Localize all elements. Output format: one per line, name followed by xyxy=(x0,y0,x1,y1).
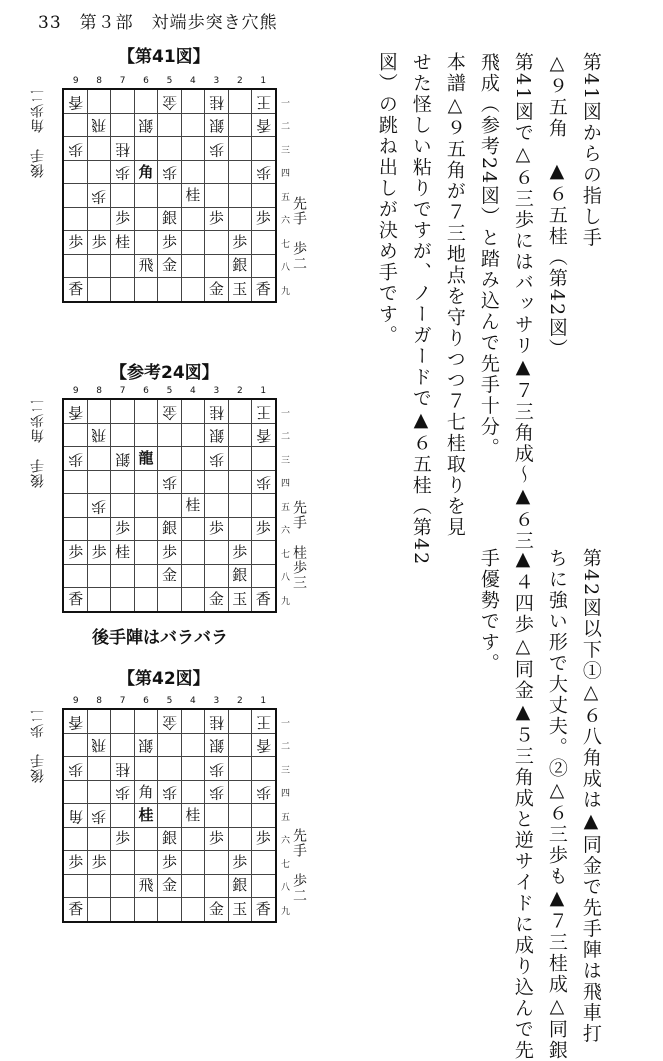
part-label: 第３部 xyxy=(79,13,134,33)
shogi-piece: 金 xyxy=(161,256,177,275)
text-col-6: せた怪しい粘りですが、ノーガードで▲６五桂（第42 xyxy=(409,52,432,567)
shogi-piece: 香 xyxy=(68,93,84,112)
shogi-piece: 歩 xyxy=(68,232,84,251)
shogi-piece: 歩 xyxy=(68,852,84,871)
rank-label: 八 xyxy=(281,263,291,274)
shogi-piece: 銀 xyxy=(208,736,224,755)
shogi-piece: 歩 xyxy=(208,829,224,848)
rank-label: 二 xyxy=(281,122,291,133)
shogi-piece: 玉 xyxy=(232,899,248,918)
grid-line xyxy=(110,400,111,611)
file-label: 1 xyxy=(260,76,267,86)
shogi-piece: 歩 xyxy=(208,450,224,469)
chapter-title: 対端歩突き穴熊 xyxy=(151,13,278,33)
grid-line xyxy=(110,710,111,921)
shogi-piece: 歩 xyxy=(161,473,177,492)
shogi-piece: 歩 xyxy=(68,542,84,561)
file-label: 9 xyxy=(72,696,79,706)
rank-label: 五 xyxy=(281,502,291,513)
file-label: 1 xyxy=(260,386,267,396)
shogi-piece: 歩 xyxy=(91,852,107,871)
shogi-piece: 香 xyxy=(255,589,271,608)
shogi-piece: 歩 xyxy=(91,232,107,251)
shogi-piece: 歩 xyxy=(161,163,177,182)
grid-line xyxy=(64,756,275,757)
shogi-piece: 桂 xyxy=(115,542,131,561)
file-label: 5 xyxy=(166,76,173,86)
rank-label: 三 xyxy=(281,145,291,156)
rank-label: 三 xyxy=(281,765,291,776)
shogi-piece: 銀 xyxy=(138,736,154,755)
rank-label: 七 xyxy=(281,859,291,870)
shogi-piece: 銀 xyxy=(161,519,177,538)
rank-label: 五 xyxy=(281,192,291,203)
shogi-piece: 金 xyxy=(208,279,224,298)
file-label: 5 xyxy=(166,696,173,706)
file-label: 8 xyxy=(96,76,102,86)
shogi-piece: 歩 xyxy=(255,209,271,228)
shogi-piece: 角 xyxy=(138,162,154,181)
shogi-piece: 歩 xyxy=(208,760,224,779)
rank-label: 一 xyxy=(281,719,291,729)
file-label: 5 xyxy=(166,386,173,396)
file-label: 2 xyxy=(236,76,243,86)
text-col-10: ▲４四歩△同金▲５三角成と逆サイドに成り込んで先 xyxy=(511,548,534,1061)
shogi-piece: 桂 xyxy=(185,185,201,204)
text-col-9: ちに強い形で大丈夫。②△６三歩も▲７三桂成△同銀 xyxy=(545,548,568,1061)
shogi-piece: 飛 xyxy=(91,736,107,755)
file-label: 3 xyxy=(213,696,220,706)
shogi-piece: 桂 xyxy=(185,805,201,824)
shogi-piece: 玉 xyxy=(232,589,248,608)
page-header xyxy=(38,8,278,33)
shogi-piece: 歩 xyxy=(255,473,271,492)
shogi-piece: 王 xyxy=(255,93,271,112)
shogi-piece: 歩 xyxy=(161,542,177,561)
rank-label: 八 xyxy=(281,883,291,894)
file-label: 4 xyxy=(190,386,196,396)
fig42-board xyxy=(62,696,291,923)
shogi-piece: 銀 xyxy=(161,209,177,228)
ref24-board xyxy=(62,386,291,613)
file-label: 4 xyxy=(190,696,196,706)
shogi-piece: 銀 xyxy=(138,116,154,135)
shogi-piece: 歩 xyxy=(115,163,131,182)
text-col-11: 手優勢です。 xyxy=(477,548,500,674)
grid-line xyxy=(64,446,275,447)
shogi-piece: 香 xyxy=(68,713,84,732)
page-number: 33 xyxy=(38,13,62,33)
shogi-piece: 歩 xyxy=(232,542,248,561)
file-label: 4 xyxy=(190,76,196,86)
shogi-piece: 桂 xyxy=(185,495,201,514)
rank-label: 七 xyxy=(281,549,291,560)
shogi-piece: 歩 xyxy=(208,783,224,802)
file-label: 3 xyxy=(213,76,220,86)
shogi-piece: 金 xyxy=(208,589,224,608)
ref24-caption: 後手陣はバラバラ xyxy=(92,628,228,648)
shogi-piece: 桂 xyxy=(208,403,224,422)
shogi-piece: 歩 xyxy=(255,519,271,538)
shogi-piece: 桂 xyxy=(115,232,131,251)
shogi-piece: 歩 xyxy=(68,140,84,159)
file-label: 2 xyxy=(236,386,243,396)
file-label: 6 xyxy=(143,76,149,86)
shogi-piece: 香 xyxy=(255,426,271,445)
text-col-4: 飛成（参考24図）と踏み込んで先手十分。 xyxy=(477,52,500,459)
file-label: 8 xyxy=(96,696,102,706)
file-label: 8 xyxy=(96,386,102,396)
shogi-piece: 飛 xyxy=(91,426,107,445)
shogi-piece: 香 xyxy=(68,403,84,422)
shogi-piece: 香 xyxy=(68,279,84,298)
file-label: 7 xyxy=(119,386,126,396)
rank-label: 九 xyxy=(281,286,291,297)
rank-label: 八 xyxy=(281,573,291,584)
shogi-piece: 銀 xyxy=(232,566,248,585)
rank-label: 四 xyxy=(281,479,291,490)
rank-label: 六 xyxy=(281,216,291,227)
shogi-piece: 歩 xyxy=(255,783,271,802)
file-label: 6 xyxy=(143,386,149,396)
grid-line xyxy=(64,136,275,137)
shogi-piece: 歩 xyxy=(208,519,224,538)
shogi-piece: 歩 xyxy=(255,829,271,848)
shogi-piece: 香 xyxy=(255,736,271,755)
rank-label: 一 xyxy=(281,99,291,109)
rank-label: 六 xyxy=(281,836,291,847)
shogi-piece: 歩 xyxy=(161,852,177,871)
shogi-piece: 歩 xyxy=(115,783,131,802)
text-col-7: 図）の跳ね出しが決め手です。 xyxy=(375,52,398,346)
rank-label: 九 xyxy=(281,596,291,607)
shogi-piece: 香 xyxy=(68,589,84,608)
rank-label: 四 xyxy=(281,789,291,800)
text-col-3 xyxy=(511,52,534,552)
shogi-piece: 銀 xyxy=(232,876,248,895)
file-label: 9 xyxy=(72,76,79,86)
shogi-piece: 金 xyxy=(161,403,177,422)
shogi-piece: 金 xyxy=(161,876,177,895)
rank-label: 六 xyxy=(281,526,291,537)
shogi-piece: 銀 xyxy=(232,256,248,275)
shogi-piece: 金 xyxy=(161,566,177,585)
rank-label: 二 xyxy=(281,432,291,443)
file-label: 7 xyxy=(119,696,126,706)
shogi-piece: 銀 xyxy=(115,450,131,469)
shogi-piece: 銀 xyxy=(208,426,224,445)
fig42-sente-hand: 先手 歩二 xyxy=(291,828,307,903)
shogi-piece: 飛 xyxy=(91,116,107,135)
shogi-piece: 歩 xyxy=(255,163,271,182)
ref24-sente-hand: 先手 桂歩三 xyxy=(291,500,307,590)
shogi-piece: 玉 xyxy=(232,279,248,298)
shogi-piece: 金 xyxy=(161,713,177,732)
rank-label: 二 xyxy=(281,742,291,753)
shogi-piece: 桂 xyxy=(208,713,224,732)
shogi-piece: 王 xyxy=(255,403,271,422)
shogi-piece: 歩 xyxy=(115,829,131,848)
file-label: 1 xyxy=(260,696,267,706)
shogi-piece: 歩 xyxy=(115,519,131,538)
shogi-piece: 飛 xyxy=(138,876,154,895)
file-label: 2 xyxy=(236,696,243,706)
shogi-piece: 香 xyxy=(255,279,271,298)
rank-label: 九 xyxy=(281,906,291,917)
shogi-piece: 歩 xyxy=(91,806,107,825)
rank-label: 七 xyxy=(281,239,291,250)
shogi-piece: 歩 xyxy=(68,450,84,469)
shogi-piece: 歩 xyxy=(91,496,107,515)
shogi-piece: 歩 xyxy=(208,209,224,228)
ref24-title: 【参考24図】 xyxy=(110,363,219,383)
shogi-piece: 飛 xyxy=(138,256,154,275)
shogi-piece: 桂 xyxy=(115,760,131,779)
shogi-piece: 歩 xyxy=(115,209,131,228)
text-col-8: 第42図以下①△６八角成は▲同金で先手陣は飛車打 xyxy=(579,548,602,1045)
text-col-3a: 第41図で△６三歩には xyxy=(511,52,534,273)
shogi-piece: 桂 xyxy=(138,805,154,824)
shogi-piece: 歩 xyxy=(91,542,107,561)
file-label: 3 xyxy=(213,386,220,396)
shogi-piece: 王 xyxy=(255,713,271,732)
shogi-piece: 歩 xyxy=(68,760,84,779)
file-label: 6 xyxy=(143,696,149,706)
shogi-piece: 歩 xyxy=(161,783,177,802)
shogi-piece: 香 xyxy=(68,899,84,918)
rank-label: 五 xyxy=(281,812,291,823)
grid-line xyxy=(110,90,111,301)
rank-label: 三 xyxy=(281,455,291,466)
ref24-gote-hand: 後手 角歩二 xyxy=(30,398,46,488)
shogi-piece: 龍 xyxy=(138,449,154,468)
text-col-2: △９五角 ▲６五桂（第42図） xyxy=(545,52,568,360)
grid-line xyxy=(134,400,135,611)
fig41-gote-hand: 後手 角歩二 xyxy=(30,88,46,178)
shogi-piece: 角 xyxy=(68,806,84,825)
fig42-gote-hand: 後手 歩二 xyxy=(30,708,46,783)
shogi-piece: 歩 xyxy=(232,852,248,871)
shogi-piece: 銀 xyxy=(161,829,177,848)
file-label: 7 xyxy=(119,76,126,86)
fig41-sente-hand: 先手 歩二 xyxy=(291,196,307,271)
text-col-1: 第41図からの指し手 xyxy=(579,52,602,249)
shogi-piece: 桂 xyxy=(208,93,224,112)
rank-label: 四 xyxy=(281,169,291,180)
fig42-title: 【第42図】 xyxy=(118,669,210,689)
fig41-title: 【第41図】 xyxy=(118,47,210,67)
shogi-piece: 歩 xyxy=(91,186,107,205)
shogi-piece: 香 xyxy=(255,899,271,918)
shogi-piece: 角 xyxy=(138,782,154,801)
text-col-3b: バッサリ▲７三角成～▲６三 xyxy=(511,272,534,552)
text-col-5: 本譜△９五角が７三地点を守りつつ７七桂取りを見 xyxy=(443,52,466,538)
shogi-piece: 金 xyxy=(161,93,177,112)
shogi-piece: 歩 xyxy=(232,232,248,251)
shogi-piece: 歩 xyxy=(161,232,177,251)
fig41-board xyxy=(62,76,291,303)
shogi-piece: 金 xyxy=(208,899,224,918)
rank-label: 一 xyxy=(281,409,291,419)
shogi-piece: 銀 xyxy=(208,116,224,135)
shogi-piece: 香 xyxy=(255,116,271,135)
shogi-piece: 桂 xyxy=(115,140,131,159)
shogi-piece: 歩 xyxy=(208,140,224,159)
file-label: 9 xyxy=(72,386,79,396)
